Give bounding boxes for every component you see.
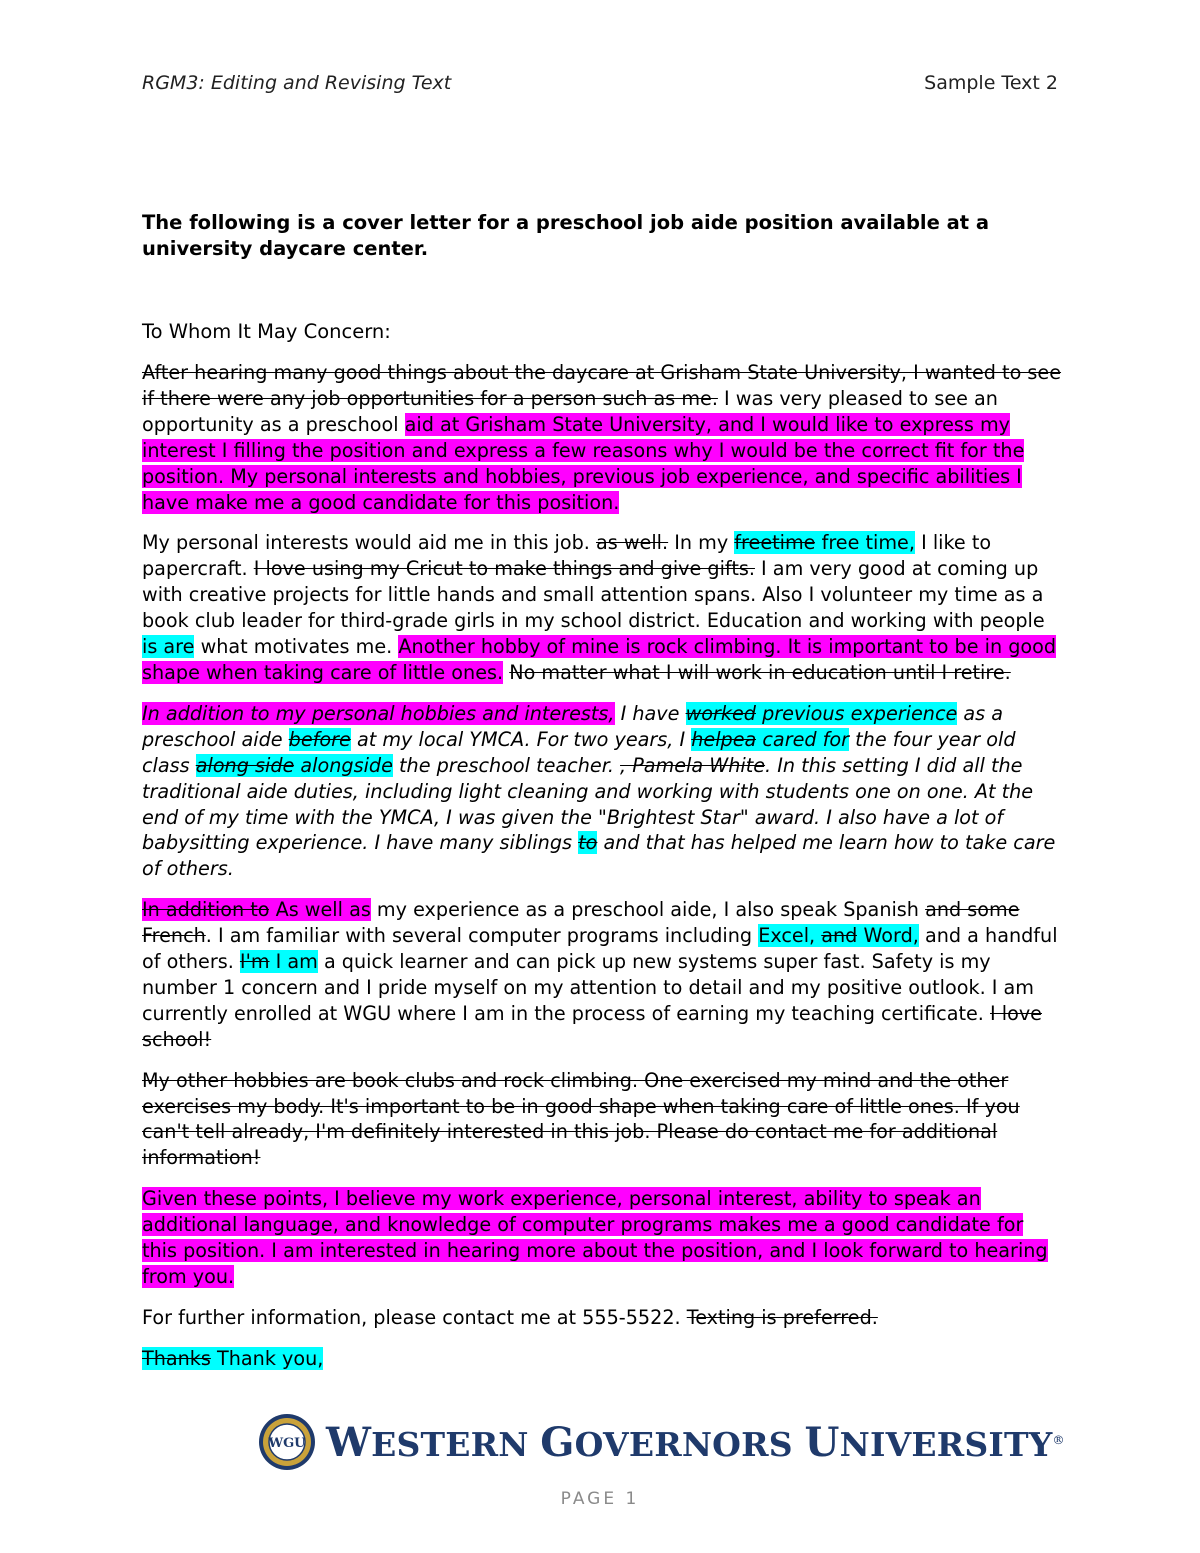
text-run: and a handful of others. xyxy=(142,924,1058,974)
intro-heading: The following is a cover letter for a preschool job aide position available at a university daycare center. xyxy=(142,211,990,260)
text-run: I like to papercraft. xyxy=(142,531,992,581)
highlight-magenta: In addition to my personal hobbies and interests, xyxy=(142,701,615,725)
deleted-text: No matter what I will work in education until I retire. xyxy=(509,660,1011,684)
text-run: a quick learner and can pick up new systems super fast. Safety is my number 1 concern and I pride myself on my attention to detail and my positive outlook. I am currently enrolled at WGU where I am in the process of earning my teaching certificate. xyxy=(142,950,1034,1025)
paragraph-6 xyxy=(142,1186,1062,1290)
highlight-cyan-deleted: before xyxy=(288,727,351,751)
letter-body xyxy=(142,360,1062,1387)
highlight-magenta: As well as xyxy=(269,898,371,922)
header-sample-label: Sample Text 2 xyxy=(924,72,1058,94)
closing xyxy=(142,1346,1062,1372)
text-run: and that has helped me learn how to take care of others. xyxy=(142,831,1056,881)
text-run: what motivates me. xyxy=(194,635,399,659)
deleted-text: After hearing many good things about the daycare at Grisham State University, I wanted to see if there were any job opportunities for a person such as me. xyxy=(142,361,1062,410)
deleted-text: I love using my Cricut to make things and give gifts. xyxy=(253,557,755,581)
text-run: my experience as a preschool aide, I also speak Spanish xyxy=(370,898,926,922)
text-run: I have xyxy=(614,701,686,725)
wgu-wordmark: WESTERN GOVERNORS UNIVERSITY® xyxy=(326,1418,1065,1466)
text-run: My personal interests would aid me in this job. xyxy=(142,531,596,555)
wgu-logo xyxy=(258,1412,1065,1472)
deleted-text: My other hobbies are book clubs and rock climbing. One exercised my mind and the other exercises my body. It's important to be in good shape when taking care of little ones. If you can't tell already, I'm definitely interested in this job. Please do contact me for additional information! xyxy=(142,1068,1020,1170)
paragraph-4 xyxy=(142,897,1062,1052)
deleted-text: I love school! xyxy=(142,1001,1042,1051)
highlight-cyan: cared for xyxy=(756,727,850,751)
highlight-cyan: Word, xyxy=(857,924,919,948)
page-number: PAGE 1 xyxy=(560,1489,640,1509)
paragraph-2 xyxy=(142,530,1062,685)
highlight-cyan-deleted: to xyxy=(578,831,598,855)
highlight-cyan: is are xyxy=(142,635,195,659)
highlight-cyan: Thank you, xyxy=(210,1346,324,1370)
deleted-text: as well. xyxy=(596,531,669,555)
highlight-cyan: previous experience xyxy=(755,701,958,725)
highlight-cyan: free time, xyxy=(815,531,915,555)
highlight-cyan-deleted: along side xyxy=(195,753,295,777)
header-doc-title: RGM3: Editing and Revising Text xyxy=(142,72,452,94)
highlight-cyan-deleted: worked xyxy=(685,701,756,725)
text-run: I am very good at coming up with creative projects for little hands and small attention spans. Also I volunteer my time as a book club leader for third-grade girls in my school district. Education and working with people xyxy=(142,557,1045,633)
text-run: the preschool teacher. xyxy=(392,753,621,777)
salutation: To Whom It May Concern: xyxy=(142,320,391,343)
deleted-text: Texting is preferred. xyxy=(686,1305,878,1329)
highlight-cyan-deleted: freetime xyxy=(734,531,816,555)
text-run: For further information, please contact me at 555-5522. xyxy=(142,1305,687,1329)
highlight-cyan-deleted: I'm xyxy=(239,950,270,974)
highlight-cyan: alongside xyxy=(294,753,393,777)
highlight-magenta: Another hobby of mine is rock climbing. It is important to be in good shape when taking care of little ones. xyxy=(142,635,1057,684)
wgu-seal-icon xyxy=(258,1413,316,1471)
paragraph-5 xyxy=(142,1068,1062,1172)
text-run: as a preschool aide xyxy=(142,701,1004,751)
text-run: . In this setting I did all the traditional aide duties, including light cleaning and working with students one on one. At the end of my time with the YMCA, I was given the "Brightest Star" award. I also have a lot of babysitting experience. I have many siblings xyxy=(142,753,1034,855)
text-run: In my xyxy=(668,531,735,555)
text-run: I was very pleased to see an opportunity as a preschool xyxy=(142,386,998,436)
highlight-magenta-deleted: In addition to xyxy=(142,898,270,922)
highlight-magenta: aid at Grisham State University, and I would like to express my interest I filling the position and express a few reasons why I would be the correct fit for the position. My personal interests and hobbies, previous job experience, and specific abilities I have make me a good candidate for this position. xyxy=(142,412,1025,514)
paragraph-1 xyxy=(142,360,1062,515)
highlight-cyan: Excel, xyxy=(758,924,822,948)
highlight-cyan-deleted: Thanks xyxy=(142,1346,211,1370)
paragraph-7 xyxy=(142,1305,1062,1331)
text-run: at my local YMCA. For two years, I xyxy=(350,727,692,751)
deleted-text: , Pamela White xyxy=(620,753,766,777)
highlight-cyan: I am xyxy=(269,950,318,974)
paragraph-3 xyxy=(142,701,1062,882)
highlight-cyan-deleted: helpea xyxy=(691,727,757,751)
highlight-magenta: Given these points, I believe my work experience, personal interest, ability to speak an additional language, and knowledge of computer programs makes me a good candidate for this position. I am interested in hearing more about the position, and I look forward to hearing from you. xyxy=(142,1187,1048,1288)
highlight-cyan-deleted: and xyxy=(821,924,858,948)
seal-letters: WGU xyxy=(268,1436,306,1451)
deleted-text: and some French xyxy=(142,898,1020,948)
text-run: . I am familiar with several computer programs including xyxy=(205,924,759,948)
text-run: the four year old class xyxy=(142,727,1016,777)
